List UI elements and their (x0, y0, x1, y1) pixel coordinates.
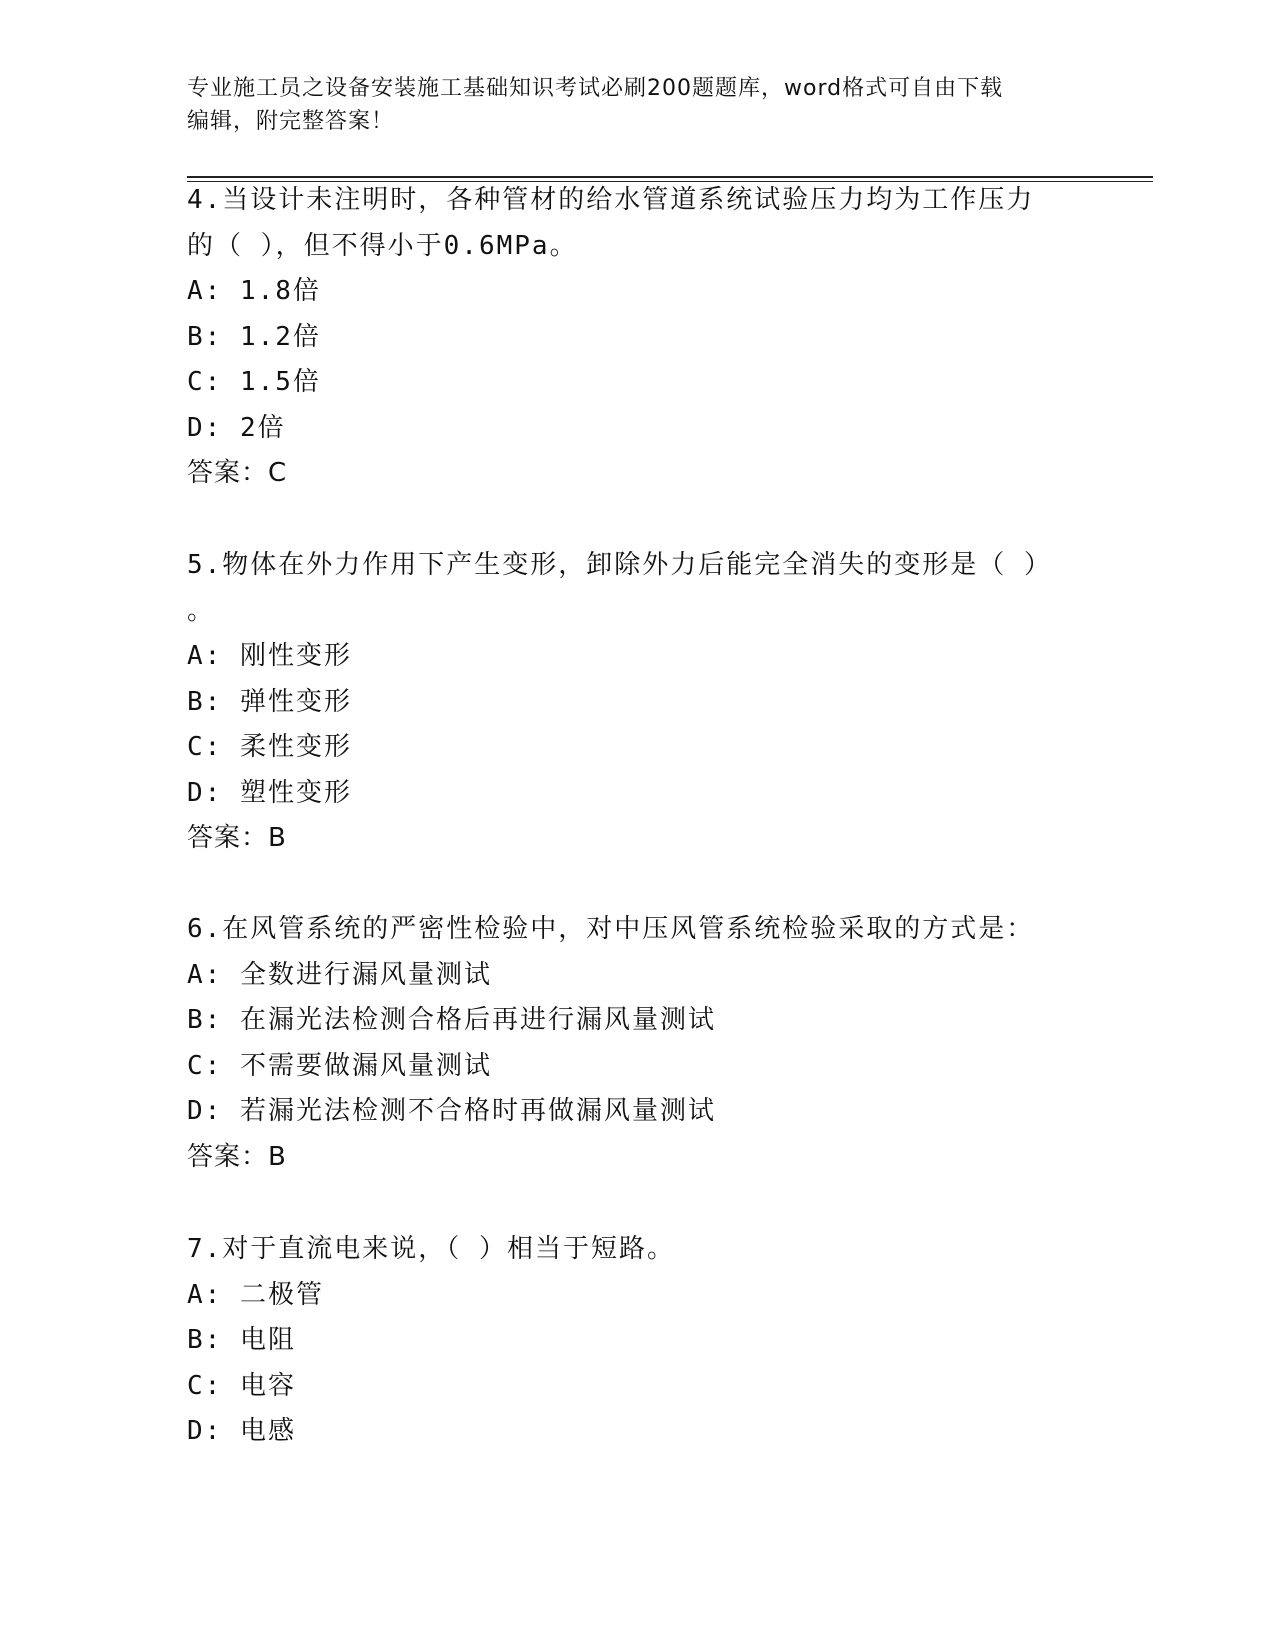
question-5-stem-line-1: 5.物体在外力作用下产生变形，卸除外力后能完全消失的变形是（ ） (187, 550, 1052, 580)
question-4-option-a: A: 1.8倍 (187, 276, 321, 306)
question-7-option-c: C: 电容 (187, 1370, 296, 1401)
question-5-option-d: D: 塑性变形 (187, 777, 352, 808)
question-4-stem-line-2: 的（ ），但不得小于0.6MPa。 (187, 230, 578, 261)
question-5-option-c: C: 柔性变形 (187, 732, 352, 762)
question-7-option-d: D: 电感 (187, 1416, 296, 1446)
question-6-option-a: A: 全数进行漏风量测试 (187, 959, 492, 990)
question-4-option-d: D: 2倍 (187, 412, 286, 443)
question-6-answer: 答案：B (187, 1141, 287, 1172)
question-6-option-c: C: 不需要做漏风量测试 (187, 1050, 492, 1081)
question-4-option-c: C: 1.5倍 (187, 367, 321, 397)
question-5-answer: 答案：B (187, 823, 287, 853)
header-title-line-1: 专业施工员之设备安装施工基础知识考试必刷200题题库，word格式可自由下载 (187, 76, 1004, 101)
question-4-answer: 答案：C (187, 458, 288, 488)
header-title-line-2: 编辑，附完整答案！ (187, 109, 395, 134)
question-7 (187, 1227, 1087, 1455)
question-6-option-b: B: 在漏光法检测合格后再进行漏风量测试 (187, 1005, 716, 1035)
document-header (187, 72, 1087, 138)
question-6-option-d: D: 若漏光法检测不合格时再做漏风量测试 (187, 1096, 716, 1126)
question-6 (187, 907, 1087, 1180)
question-7-stem-line-1: 7.对于直流电来说，（ ）相当于短路。 (187, 1234, 675, 1264)
question-5-option-a: A: 刚性变形 (187, 641, 352, 671)
question-7-option-b: B: 电阻 (187, 1325, 296, 1355)
question-5-option-b: B: 弹性变形 (187, 686, 352, 717)
question-4-stem-line-1: 4.当设计未注明时，各种管材的给水管道系统试验压力均为工作压力 (187, 185, 1035, 215)
question-5-stem-line-2: 。 (187, 595, 216, 626)
question-7-option-a: A: 二极管 (187, 1279, 324, 1310)
question-5 (187, 543, 1087, 862)
question-4-option-b: B: 1.2倍 (187, 321, 321, 352)
question-4 (187, 178, 1087, 497)
question-6-stem-line-1: 6.在风管系统的严密性检验中，对中压风管系统检验采取的方式是： (187, 914, 1035, 944)
